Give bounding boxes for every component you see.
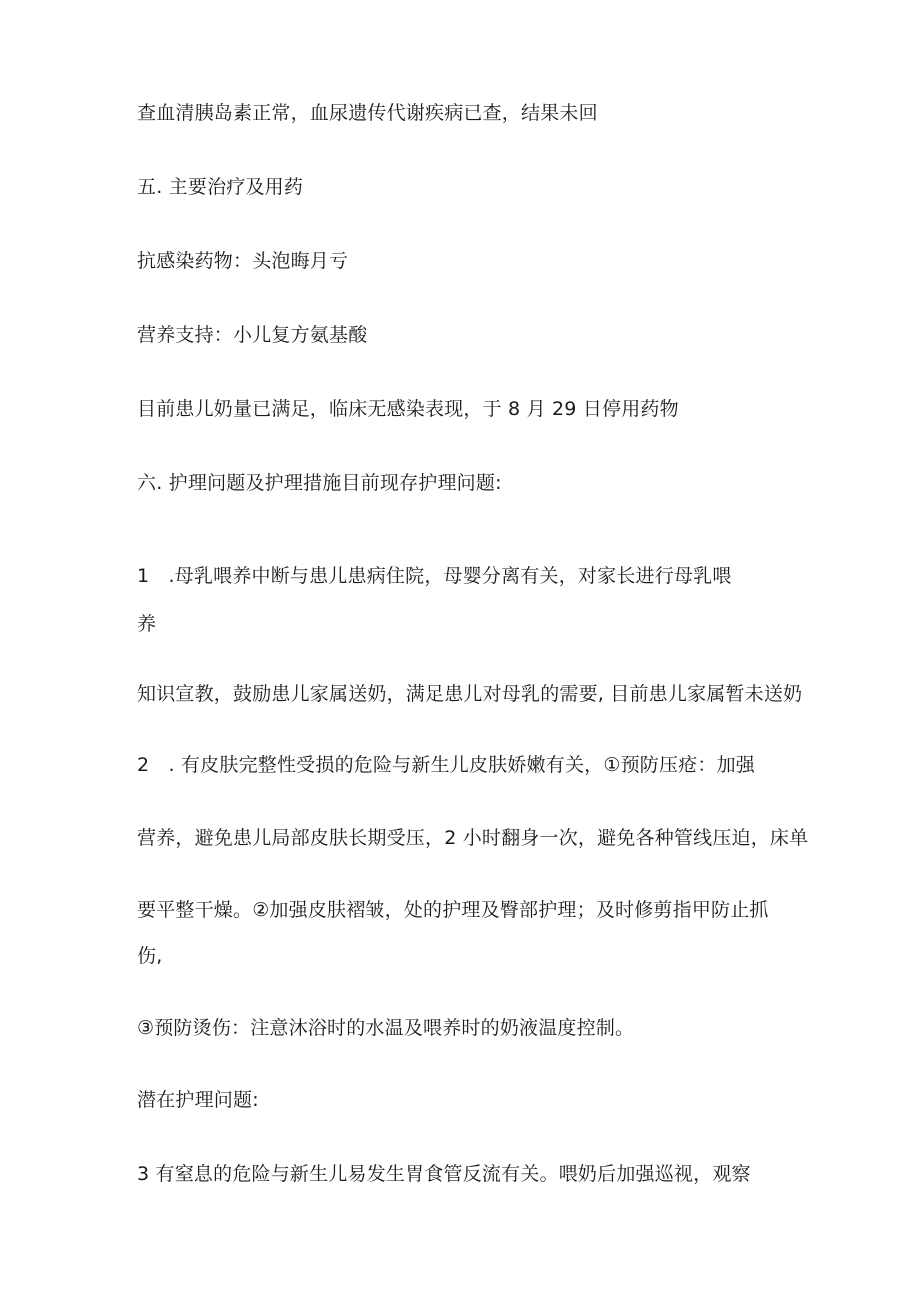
text-line-item-2-skin: 要平整干燥。②加强皮肤褶皱，处的护理及臀部护理；及时修剪指甲防止抓 — [137, 899, 769, 921]
text-line-item-1-cont: 养 — [137, 613, 157, 635]
text-line-lab-results: 查血清胰岛素正常，血尿遗传代谢疾病已查，结果未回 — [137, 102, 598, 124]
text-line-nutrition: 营养支持：小儿复方氨基酸 — [137, 324, 368, 346]
text-line-item-2: 2 . 有皮肤完整性受损的危险与新生儿皮肤娇嫩有关，①预防压疮：加强 — [137, 754, 756, 776]
text-line-medication-stop: 目前患儿奶量已满足，临床无感染表现，于 8 月 29 日停用药物 — [137, 398, 679, 420]
section-heading-treatment: 五. 主要治疗及用药 — [137, 176, 304, 198]
text-line-item-2-burn: ③预防烫伤：注意沐浴时的水温及喂养时的奶液温度控制。 — [137, 1017, 635, 1039]
text-line-item-1: 1 .母乳喂养中断与患儿患病住院，母婴分离有关，对家长进行母乳喂 — [137, 565, 732, 587]
text-line-item-3: 3 有窒息的危险与新生儿易发生胃食管反流有关。喂奶后加强巡视，观察 — [137, 1163, 751, 1185]
section-heading-nursing: 六. 护理问题及护理措施目前现存护理问题: — [137, 472, 502, 494]
text-line-anti-infection: 抗感染药物：头泡晦月亏 — [137, 250, 349, 272]
text-line-item-2-injury: 伤, — [137, 945, 163, 967]
section-heading-potential: 潜在护理问题: — [137, 1089, 259, 1111]
text-line-item-1-detail: 知识宣教，鼓励患儿家属送奶，满足患儿对母乳的需要, 目前患儿家属暂未送奶 — [137, 683, 803, 705]
text-line-item-2-cont: 营养，避免患儿局部皮肤长期受压，2 小时翻身一次，避免各种管线压迫，床单 — [137, 827, 809, 849]
